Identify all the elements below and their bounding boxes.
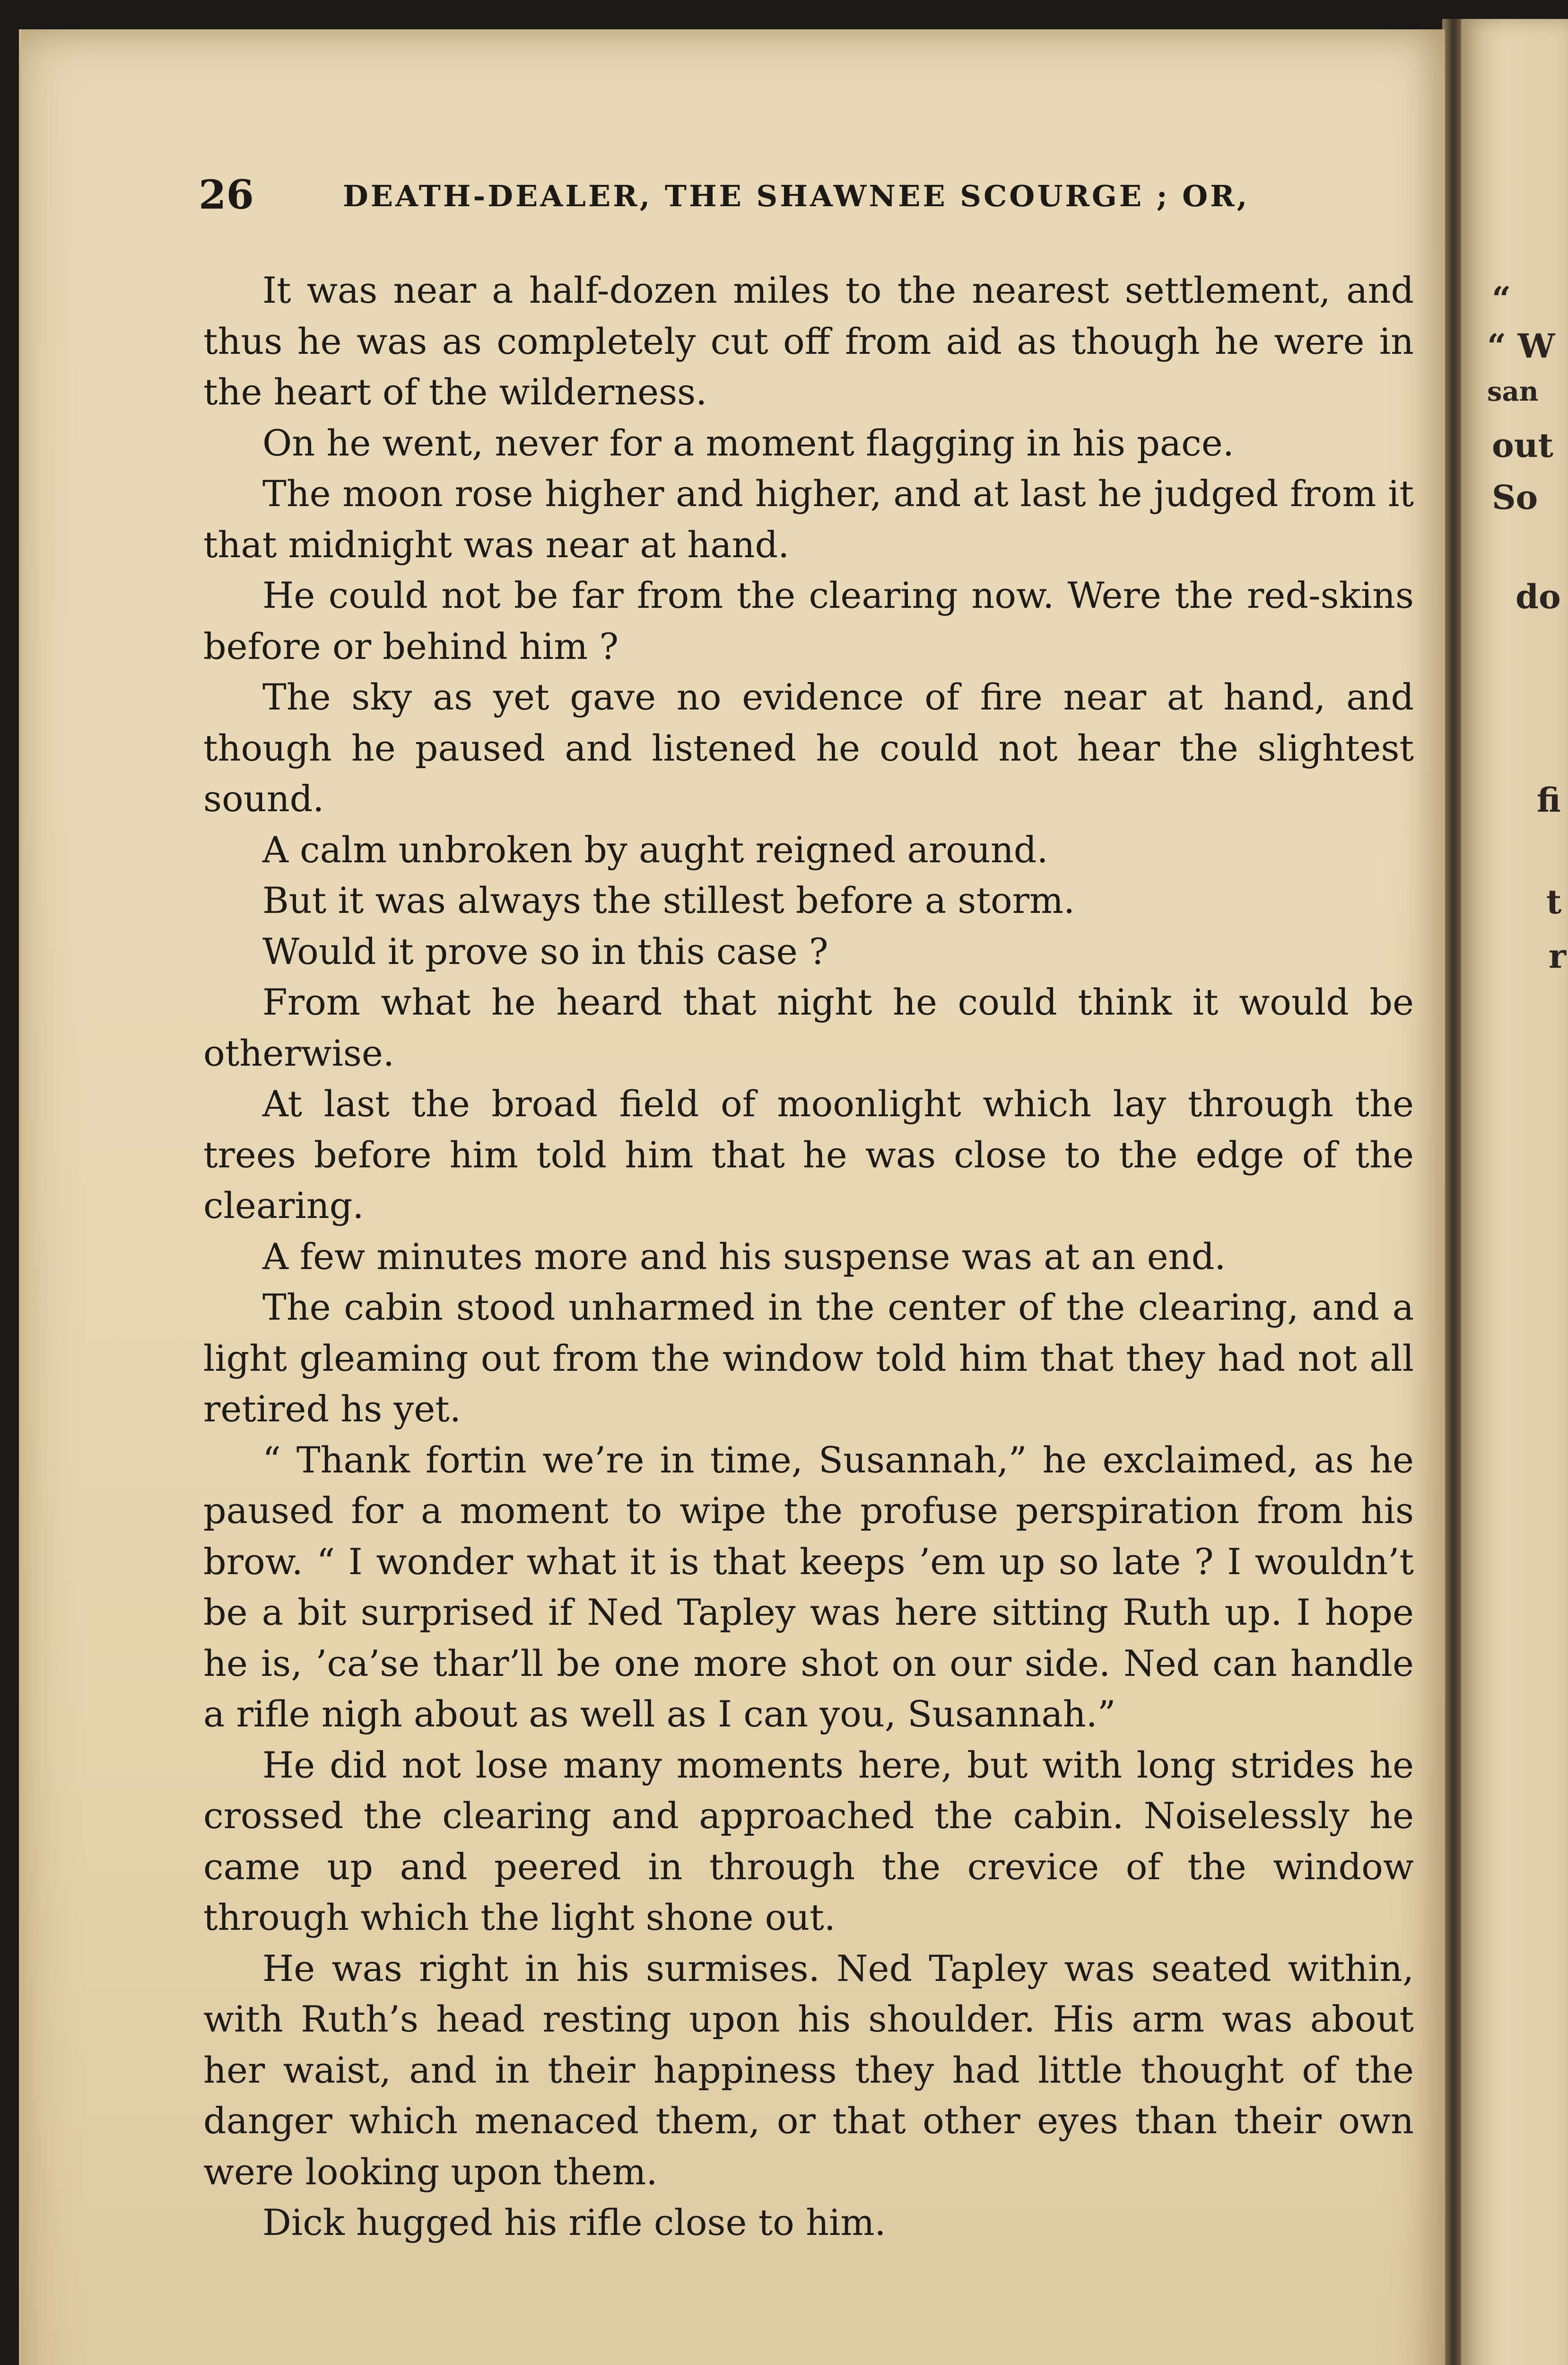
facing-fragment: do: [1516, 577, 1561, 616]
facing-fragment: So: [1492, 478, 1538, 517]
facing-fragment: out: [1492, 426, 1553, 465]
paragraph: But it was always the stillest before a storm.: [262, 879, 1075, 921]
paragraph: The sky as yet gave no evidence of fire near at hand, and though he paused and listened he could not hear the slightest sound.: [203, 676, 1414, 820]
facing-fragment: t: [1546, 882, 1562, 921]
body-text: [203, 265, 1414, 2248]
paragraph: At last the broad field of moonlight which lay through the trees before him told him that he was close to the edge of the clearing.: [203, 1083, 1414, 1226]
book-gutter: [1442, 19, 1461, 2365]
paragraph: Would it prove so in this case ?: [262, 930, 828, 972]
paragraph: The cabin stood unharmed in the center of the clearing, and a light gleaming out from the window told him that they had not all retired hs yet.: [203, 1286, 1414, 1430]
paragraph: The moon rose higher and higher, and at last he judged from it that midnight was near at hand.: [203, 473, 1414, 566]
facing-fragment: fi: [1537, 780, 1561, 820]
paragraph: “ Thank fortin we’re in time, Susannah,” he exclaimed, as he paused for a moment to wipe the profuse perspiration from his brow. “ I wonder what it is that keeps ’em up so late ? I wouldn’t be a bit surprised if Ned Tapley was here sitting Ruth up. I hope he is, ’ca’se thar’ll be one more shot on our side. Ned can handle a rifle nigh about as well as I can you, Susannah.”: [203, 1438, 1414, 1735]
paragraph: He could not be far from the clearing now. Were the red-skins before or behind him ?: [203, 574, 1414, 667]
paragraph: A few minutes more and his suspense was at an end.: [262, 1235, 1226, 1278]
paragraph: A calm unbroken by aught reigned around.: [262, 828, 1048, 871]
facing-fragment: “: [1492, 279, 1511, 318]
facing-page: [1461, 19, 1568, 2365]
page-header: [199, 171, 1300, 228]
running-title: DEATH-DEALER, THE SHAWNEE SCOURGE ; OR,: [343, 179, 1250, 213]
paragraph: He was right in his surmises. Ned Tapley was seated within, with Ruth’s head resting upon his shoulder. His arm was about her waist, and in their happiness they had little thought of the danger which menaced them, or that other eyes than their own were looking upon them.: [203, 1947, 1414, 2193]
facing-fragment: “ W: [1487, 326, 1555, 366]
paragraph: He did not lose many moments here, but with long strides he crossed the clearing and approached the cabin. Noiselessly he came up and peered in through the crevice of the window through which the light shone out.: [203, 1743, 1414, 1938]
paragraph: Dick hugged his rifle close to him.: [262, 2201, 886, 2243]
paragraph: From what he heard that night he could think it would be otherwise.: [203, 981, 1414, 1074]
facing-fragment: san: [1487, 376, 1539, 407]
paragraph: On he went, never for a moment flagging in his pace.: [262, 421, 1234, 464]
page-number: 26: [199, 171, 254, 218]
paragraph: It was near a half-dozen miles to the nearest settlement, and thus he was as completely cut off from aid as though he were in the heart of the wilderness.: [203, 269, 1414, 413]
facing-fragment: r: [1549, 937, 1566, 976]
